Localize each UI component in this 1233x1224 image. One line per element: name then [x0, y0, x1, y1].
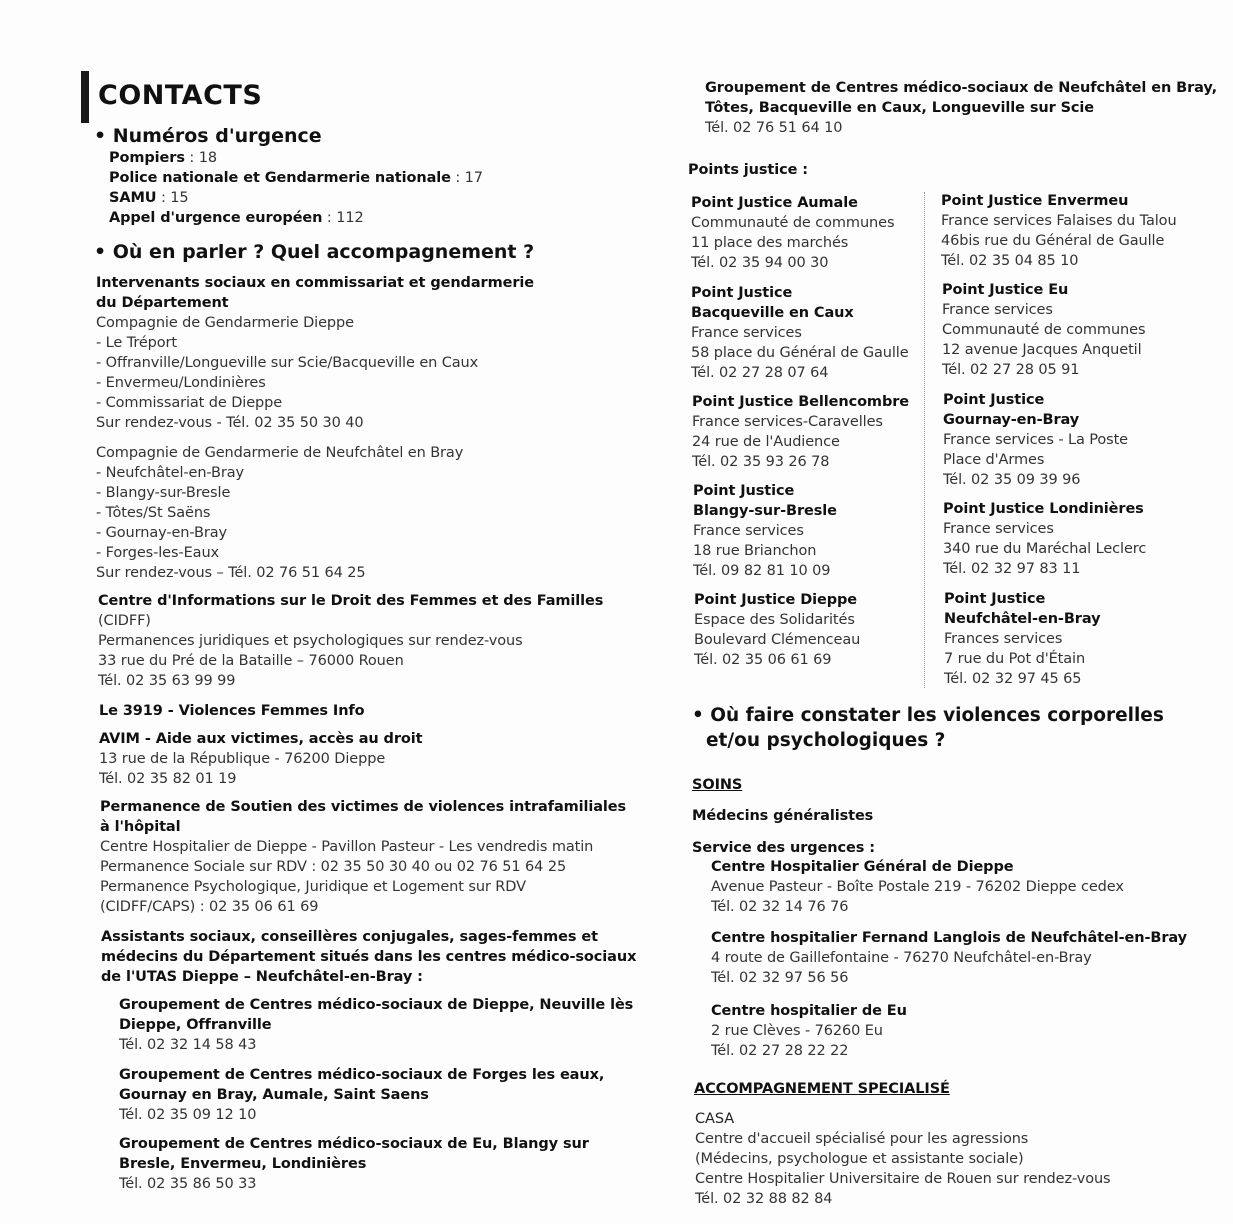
- hospital-name: Centre Hospitalier Général de Dieppe: [711, 859, 1014, 875]
- pj-line: 24 rue de l'Audience: [692, 434, 840, 450]
- group-title: Bresle, Envermeu, Londinières: [119, 1156, 367, 1172]
- pj-aumale: [691, 193, 894, 273]
- assistants-title-line: médecins du Département situés dans les centres médico-sociaux: [101, 949, 637, 965]
- neuf-line: - Neufchâtel-en-Bray: [96, 465, 245, 481]
- hospital-dieppe: [711, 857, 1124, 917]
- accompagnement-heading: ACCOMPAGNEMENT SPECIALISÉ: [694, 1081, 950, 1097]
- points-justice-heading: Points justice :: [688, 162, 808, 178]
- pj-line: Communauté de communes: [942, 322, 1146, 338]
- group-tel: Tél. 02 76 51 64 10: [705, 120, 843, 136]
- pj-londinieres: [943, 499, 1146, 579]
- points-justice-divider: [924, 192, 925, 688]
- pj-title: Point Justice Dieppe: [694, 592, 858, 608]
- intervenants-title-1: Intervenants sociaux en commissariat et gendarmerie: [96, 275, 534, 291]
- pj-line: Tél. 02 35 04 85 10: [941, 253, 1079, 269]
- intervenants-title-2: du Département: [96, 295, 229, 311]
- casa-title: CASA: [695, 1111, 735, 1127]
- pj-line: France services: [942, 302, 1053, 318]
- hospital-name: Centre hospitalier Fernand Langlois de Neufchâtel-en-Bray: [711, 930, 1187, 946]
- hospital-line: 4 route de Gaillefontaine - 76270 Neufchâtel-en-Bray: [711, 950, 1092, 966]
- permanence-title: Permanence de Soutien des victimes de violences intrafamiliales: [100, 799, 627, 815]
- hospital-tel: Tél. 02 32 14 76 76: [711, 899, 849, 915]
- pj-title: Point Justice: [691, 285, 793, 301]
- avim-line: Tél. 02 35 82 01 19: [99, 771, 237, 787]
- pj-line: 18 rue Brianchon: [693, 543, 817, 559]
- pj-eu: [942, 280, 1145, 380]
- pj-line: Tél. 02 27 28 07 64: [691, 365, 829, 381]
- dieppe-line: - Envermeu/Londinières: [96, 375, 266, 391]
- pj-envermeu: [941, 191, 1177, 271]
- urgence-item-samu: SAMU : 15: [109, 190, 189, 206]
- group-tel: Tél. 02 35 86 50 33: [119, 1176, 257, 1192]
- pj-title: Point Justice Londinières: [943, 501, 1144, 517]
- pj-neufchatel: [944, 589, 1100, 689]
- group-neufchatel: [705, 78, 1217, 138]
- pj-title: Gournay-en-Bray: [943, 412, 1080, 428]
- pj-line: France services Falaises du Talou: [941, 213, 1177, 229]
- casa-block: [695, 1109, 1111, 1209]
- pj-line: Tél. 09 82 81 10 09: [693, 563, 831, 579]
- group-dieppe: [119, 995, 633, 1055]
- pj-title: Point Justice: [944, 591, 1046, 607]
- permanence-line: Centre Hospitalier de Dieppe - Pavillon Pasteur - Les vendredis matin: [100, 839, 594, 855]
- title-bar-accent: [81, 71, 89, 123]
- hospital-eu: [711, 1001, 907, 1061]
- casa-line: Centre Hospitalier Universitaire de Rouen sur rendez-vous: [695, 1171, 1111, 1187]
- hospital-line: Avenue Pasteur - Boîte Postale 219 - 76202 Dieppe cedex: [711, 879, 1124, 895]
- pj-line: Tél. 02 35 94 00 30: [691, 255, 829, 271]
- pj-blangy: [693, 481, 837, 581]
- cidff-title: Centre d'Informations sur le Droit des Femmes et des Familles: [98, 593, 604, 609]
- group-title: Dieppe, Offranville: [119, 1017, 272, 1033]
- group-title: Groupement de Centres médico-sociaux de Forges les eaux,: [119, 1067, 605, 1083]
- urgence-item-europeen: Appel d'urgence européen : 112: [109, 210, 364, 226]
- parler-heading: • Où en parler ? Quel accompagnement ?: [94, 241, 535, 263]
- constat-heading-line: • Où faire constater les violences corporelles: [692, 705, 1164, 726]
- pj-line: Frances services: [944, 631, 1063, 647]
- cidff-line: 33 rue du Pré de la Bataille – 76000 Rouen: [98, 653, 404, 669]
- v3919-title: Le 3919 - Violences Femmes Info: [99, 703, 365, 719]
- intervenants-block: [96, 273, 534, 433]
- pj-line: 12 avenue Jacques Anquetil: [942, 342, 1142, 358]
- group-title: Groupement de Centres médico-sociaux de Dieppe, Neuville lès: [119, 997, 634, 1013]
- assistants-title: [101, 927, 636, 987]
- pj-line: Tél. 02 35 06 61 69: [694, 652, 832, 668]
- pj-bellencombre: [692, 392, 909, 472]
- cidff-block: [98, 591, 603, 691]
- page-title: CONTACTS: [98, 80, 263, 111]
- hospital-tel: Tél. 02 27 28 22 22: [711, 1043, 849, 1059]
- neuf-line: - Gournay-en-Bray: [96, 525, 227, 541]
- neuf-line: - Forges-les-Eaux: [96, 545, 220, 561]
- dieppe-line: - Commissariat de Dieppe: [96, 395, 283, 411]
- pj-line: 58 place du Général de Gaulle: [691, 345, 909, 361]
- urgence-item-police: Police nationale et Gendarmerie nationale : 17: [109, 170, 483, 186]
- assistants-title-line: Assistants sociaux, conseillères conjugales, sages-femmes et: [101, 929, 598, 945]
- pj-line: France services: [943, 521, 1054, 537]
- dieppe-line: Compagnie de Gendarmerie Dieppe: [96, 315, 354, 331]
- hospital-tel: Tél. 02 32 97 56 56: [711, 970, 849, 986]
- casa-line: Centre d'accueil spécialisé pour les agressions: [695, 1131, 1029, 1147]
- permanence-line: (CIDFF/CAPS) : 02 35 06 61 69: [100, 899, 319, 915]
- pj-gournay: [943, 390, 1128, 490]
- pj-title: Point Justice Aumale: [691, 195, 858, 211]
- pj-title: Point Justice Envermeu: [941, 193, 1129, 209]
- urgence-item-pompiers: Pompiers : 18: [109, 150, 217, 166]
- neuf-line: Sur rendez-vous – Tél. 02 76 51 64 25: [96, 565, 366, 581]
- casa-line: (Médecins, psychologue et assistante sociale): [695, 1151, 1024, 1167]
- dieppe-line: - Offranville/Longueville sur Scie/Bacqueville en Caux: [96, 355, 479, 371]
- avim-title: AVIM - Aide aux victimes, accès au droit: [99, 731, 423, 747]
- dieppe-line: - Le Tréport: [96, 335, 178, 351]
- hospital-line: 2 rue Clèves - 76260 Eu: [711, 1023, 883, 1039]
- hospital-neufchatel: [711, 928, 1187, 988]
- pj-line: France services: [691, 325, 802, 341]
- neuf-line: - Blangy-sur-Bresle: [96, 485, 231, 501]
- pj-line: Tél. 02 32 97 45 65: [944, 671, 1082, 687]
- casa-line: Tél. 02 32 88 82 84: [695, 1191, 833, 1207]
- constat-heading: [692, 703, 1164, 753]
- pj-line: Tél. 02 35 09 39 96: [943, 472, 1081, 488]
- pj-line: Tél. 02 35 93 26 78: [692, 454, 830, 470]
- urgence-heading: • Numéros d'urgence: [94, 125, 322, 147]
- constat-heading-line: et/ou psychologiques ?: [706, 730, 946, 751]
- group-tel: Tél. 02 32 14 58 43: [119, 1037, 257, 1053]
- pj-line: 7 rue du Pot d'Étain: [944, 651, 1086, 667]
- pj-line: 11 place des marchés: [691, 235, 849, 251]
- group-eu: [119, 1134, 589, 1194]
- pj-bacqueville: [691, 283, 909, 383]
- medecins-label: Médecins généralistes: [692, 808, 874, 824]
- group-forges: [119, 1065, 604, 1125]
- permanence-block: [100, 797, 626, 917]
- urgence-list: [109, 148, 483, 228]
- pj-title: Point Justice Bellencombre: [692, 394, 910, 410]
- pj-line: France services-Caravelles: [692, 414, 883, 430]
- permanence-line: Permanence Psychologique, Juridique et Logement sur RDV: [100, 879, 526, 895]
- pj-line: Communauté de communes: [691, 215, 895, 231]
- pj-line: Place d'Armes: [943, 452, 1045, 468]
- neufchatel-block: [96, 443, 463, 583]
- pj-line: 340 rue du Maréchal Leclerc: [943, 541, 1147, 557]
- pj-title: Point Justice: [943, 392, 1045, 408]
- group-title: Groupement de Centres médico-sociaux de Eu, Blangy sur: [119, 1136, 589, 1152]
- pj-line: Tél. 02 27 28 05 91: [942, 362, 1080, 378]
- group-title: Groupement de Centres médico-sociaux de Neufchâtel en Bray,: [705, 80, 1218, 96]
- neuf-line: - Tôtes/St Saëns: [96, 505, 211, 521]
- pj-dieppe: [694, 590, 860, 670]
- pj-title: Neufchâtel-en-Bray: [944, 611, 1101, 627]
- pj-title: Point Justice Eu: [942, 282, 1069, 298]
- cidff-line: Permanences juridiques et psychologiques sur rendez-vous: [98, 633, 523, 649]
- assistants-title-line: de l'UTAS Dieppe – Neufchâtel-en-Bray :: [101, 969, 423, 985]
- avim-block: [99, 729, 422, 789]
- cidff-line: Tél. 02 35 63 99 99: [98, 673, 236, 689]
- cidff-line: (CIDFF): [98, 613, 151, 629]
- pj-line: France services: [693, 523, 804, 539]
- pj-line: Espace des Solidarités: [694, 612, 855, 628]
- pj-title: Bacqueville en Caux: [691, 305, 854, 321]
- hospital-name: Centre hospitalier de Eu: [711, 1003, 907, 1019]
- pj-line: 46bis rue du Général de Gaulle: [941, 233, 1165, 249]
- permanence-title: à l'hôpital: [100, 819, 181, 835]
- pj-line: Boulevard Clémenceau: [694, 632, 861, 648]
- pj-title: Blangy-sur-Bresle: [693, 503, 837, 519]
- dieppe-line: Sur rendez-vous - Tél. 02 35 50 30 40: [96, 415, 364, 431]
- pj-title: Point Justice: [693, 483, 795, 499]
- urgences-label: Service des urgences :: [692, 840, 875, 856]
- pj-line: France services - La Poste: [943, 432, 1129, 448]
- group-title: Tôtes, Bacqueville en Caux, Longueville sur Scie: [705, 100, 1095, 116]
- group-tel: Tél. 02 35 09 12 10: [119, 1107, 257, 1123]
- soins-heading: SOINS: [692, 777, 743, 793]
- avim-line: 13 rue de la République - 76200 Dieppe: [99, 751, 386, 767]
- pj-line: Tél. 02 32 97 83 11: [943, 561, 1081, 577]
- permanence-line: Permanence Sociale sur RDV : 02 35 50 30 40 ou 02 76 51 64 25: [100, 859, 567, 875]
- group-title: Gournay en Bray, Aumale, Saint Saens: [119, 1087, 429, 1103]
- neuf-line: Compagnie de Gendarmerie de Neufchâtel en Bray: [96, 445, 464, 461]
